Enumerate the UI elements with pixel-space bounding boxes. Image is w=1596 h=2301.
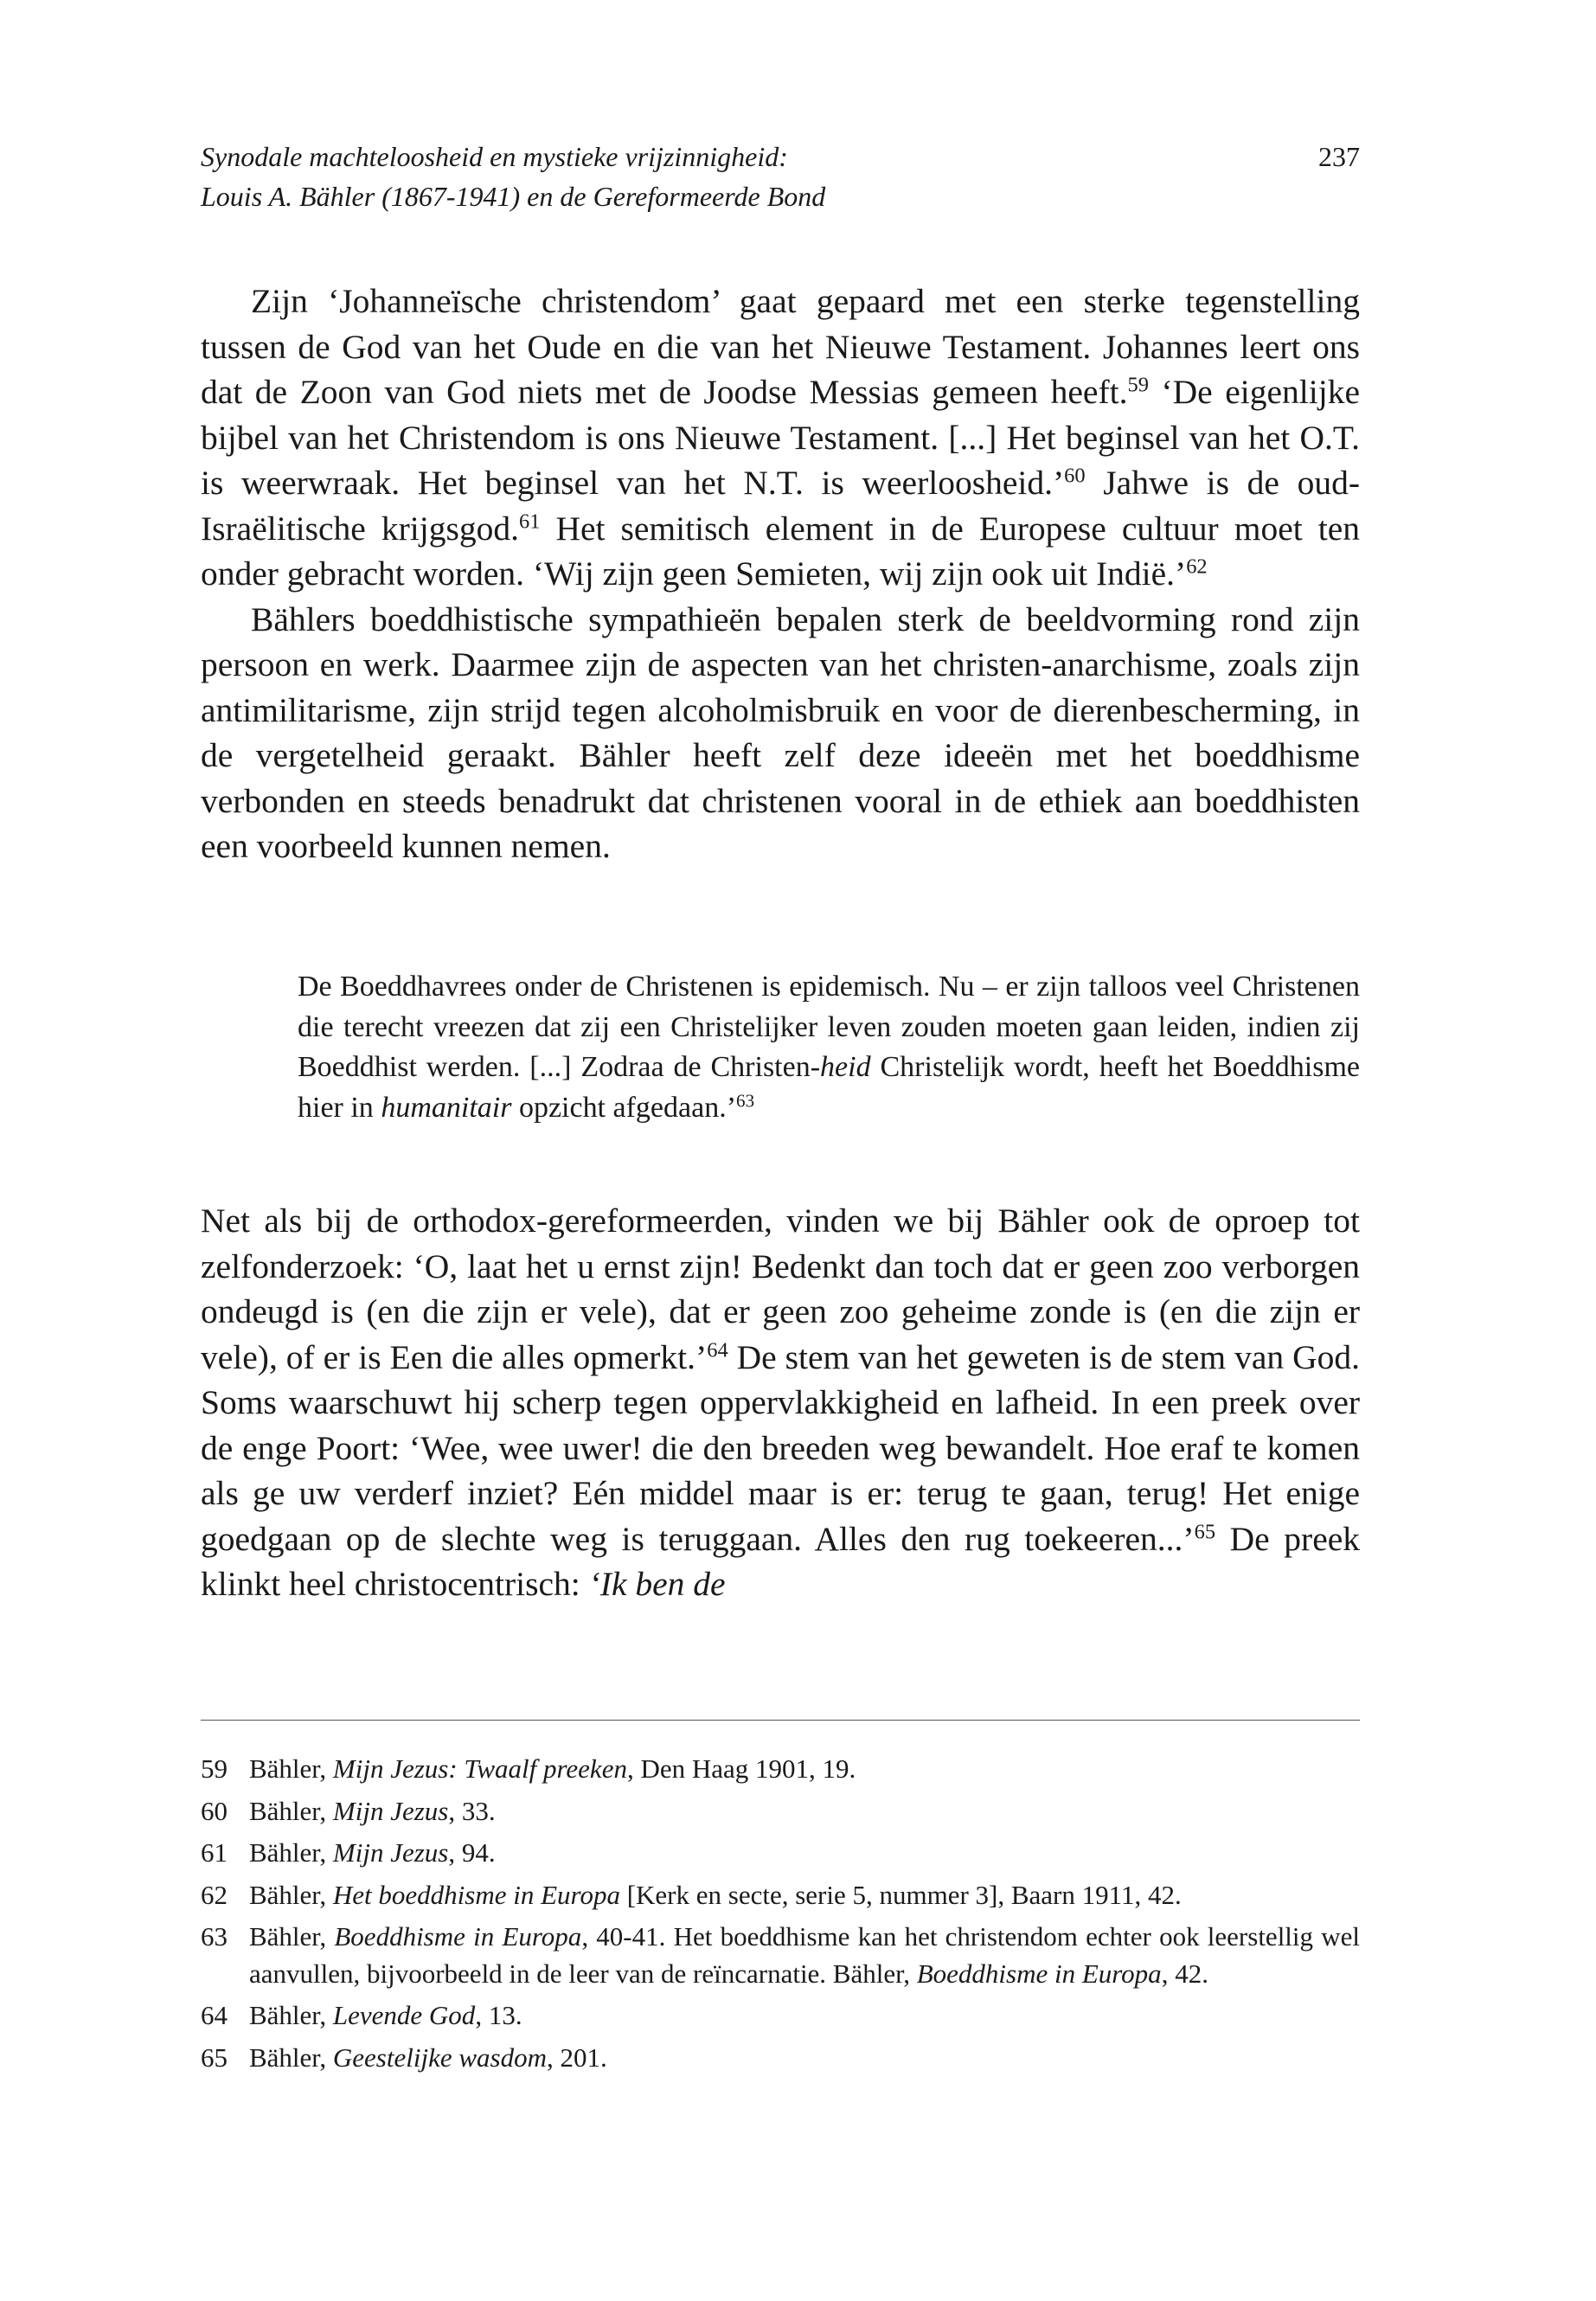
footnote-text bbox=[249, 1793, 1360, 1830]
running-head bbox=[201, 137, 1360, 216]
footnote bbox=[201, 1793, 1360, 1830]
footnote-ref-65: 65 bbox=[1194, 1520, 1216, 1544]
footnote-ref-61: 61 bbox=[518, 510, 541, 534]
italic-run: humanitair bbox=[381, 1091, 512, 1124]
italic-run: Geestelijke wasdom bbox=[332, 2041, 547, 2073]
running-title-line-1: Synodale machteloosheid en mystieke vrijzinnigheid: bbox=[201, 141, 788, 172]
footnote bbox=[201, 1835, 1360, 1872]
quote-text bbox=[298, 967, 1360, 1128]
footnote-ref-60: 60 bbox=[1064, 464, 1086, 488]
italic-run: Het boeddhisme in Europa bbox=[332, 1879, 620, 1910]
italic-run: Levende God bbox=[332, 2000, 476, 2030]
block-quote bbox=[298, 967, 1360, 1128]
text-run: Christelijk wordt, heeft het Boeddhisme hier in bbox=[298, 1051, 1360, 1124]
text-run: , 42. bbox=[1161, 1958, 1208, 1989]
footnote bbox=[201, 1751, 1360, 1788]
text-run: De Boeddhavrees onder de Christenen is epidemisch. Nu – er zijn talloos veel Christenen die terecht vreezen dat zij een Christelijker leven zouden moeten gaan leiden, indien zij Boeddhist werden. [...] Zodraa de Christen- bbox=[298, 971, 1360, 1083]
text-run: Jahwe is de oud-Israëlitische krijgsgod. bbox=[201, 464, 1361, 548]
footnote-text bbox=[249, 1997, 1360, 2035]
italic-run: ‘Ik ben de bbox=[588, 1565, 726, 1603]
text-run: Bähler, bbox=[249, 2000, 333, 2030]
italic-run: Mijn Jezus bbox=[332, 1795, 449, 1826]
text-run: Bähler, bbox=[249, 1837, 333, 1868]
footnote-number: 64 bbox=[201, 2000, 228, 2030]
paragraph bbox=[201, 1198, 1360, 1607]
italic-run: Boeddhisme in Europa bbox=[916, 1958, 1162, 1989]
text-run: De preek klinkt heel christocentrisch: bbox=[201, 1519, 1361, 1603]
footnote-number: 61 bbox=[201, 1837, 228, 1868]
footnote-divider bbox=[201, 1720, 1360, 1721]
footnote-number: 62 bbox=[201, 1879, 228, 1910]
footnote-number: 59 bbox=[201, 1753, 228, 1784]
text-run: Bähler, bbox=[249, 1753, 333, 1784]
text-run: [Kerk en secte, serie 5, nummer 3], Baarn 1911, 42. bbox=[619, 1879, 1182, 1910]
text-run: De stem van het geweten is de stem van God. Soms waarschuwt hij scherp tegen oppervlakkigheid en lafheid. In een preek over de enge Poort: ‘Wee, wee uwer! die den breeden weg bewandelt. Hoe eraf te komen als ge uw verderf inziet? Eén middel maar is er: terug te gaan, terug! Het enige goedgaan op de slechte weg is teruggaan. Alles den rug toekeeren...’ bbox=[201, 1337, 1361, 1558]
italic-run: Mijn Jezus: Twaalf preeken bbox=[332, 1753, 627, 1784]
page-number: 237 bbox=[1318, 141, 1360, 172]
text-run: Bähler, bbox=[249, 1795, 333, 1826]
text-run: Bähler, bbox=[249, 1879, 333, 1910]
text-run: opzicht afgedaan.’ bbox=[511, 1091, 737, 1124]
text-run: , 40-41. Het boeddhisme kan het christendom echter ook leerstellig wel aanvullen, bijvoorbeeld in de leer van de reïncarnatie. Bähler, bbox=[249, 1921, 1361, 1989]
text-run: , 201. bbox=[546, 2041, 607, 2073]
text-run: Het semitisch element in de Europese cultuur moet ten onder gebracht worden. ‘Wij zijn geen Semieten, wij zijn ook uit Indië.’ bbox=[201, 509, 1360, 593]
text-run: ‘De eigenlijke bijbel van het Christendom is ons Nieuwe Testament. [...] Het beginsel van het O.T. is weerwraak. Het beginsel van het N.T. is weerloosheid.’ bbox=[201, 373, 1360, 502]
footnote bbox=[201, 1877, 1360, 1914]
paragraph: Bählers boeddhistische sympathieën bepalen sterk de beeldvorming rond zijn persoon en werk. Daarmee zijn de aspecten van het christen-anarchisme, zoals zijn antimilitarisme, zijn strijd tegen alcoholmisbruik en voor de dierenbescherming, in de vergetelheid geraakt. Bähler heeft zelf deze ideeën met het boeddhisme verbonden en steeds benadrukt dat christenen vooral in de ethiek aan boeddhisten een voorbeeld kunnen nemen. bbox=[201, 599, 1360, 865]
text-run: Bähler, bbox=[249, 2041, 333, 2073]
footnote-text bbox=[249, 2040, 1360, 2077]
running-title-line-2: Louis A. Bähler (1867-1941) en de Gereformeerde Bond bbox=[201, 181, 826, 212]
footnote-number: 60 bbox=[201, 1795, 228, 1826]
footnote bbox=[201, 1997, 1360, 2035]
italic-run: heid bbox=[820, 1051, 871, 1083]
footnote-ref-63: 63 bbox=[736, 1089, 755, 1111]
footnote bbox=[201, 2040, 1360, 2077]
italic-run: Boeddhisme in Europa bbox=[334, 1921, 582, 1952]
text-run: Bähler, bbox=[249, 1921, 335, 1952]
text-run: , 94. bbox=[448, 1837, 496, 1868]
footnotes bbox=[201, 1751, 1360, 2081]
footnote-text bbox=[249, 1919, 1360, 1992]
footnote-text bbox=[249, 1751, 1360, 1788]
body-text-continued bbox=[201, 1198, 1360, 1607]
paragraph bbox=[201, 279, 1360, 597]
footnote-ref-64: 64 bbox=[707, 1338, 728, 1362]
footnote-number: 63 bbox=[201, 1921, 228, 1952]
text-run: , 13. bbox=[475, 2000, 522, 2030]
footnote-text bbox=[249, 1835, 1360, 1872]
italic-run: Mijn Jezus bbox=[332, 1837, 449, 1868]
text-run: Net als bij de orthodox-gereformeerden, vinden we bij Bähler ook de oproep tot zelfonderzoek: ‘O, laat het u ernst zijn! Bedenkt dan toch dat er geen zoo verborgen ondeugd is (en die zijn er vele), dat er geen zoo geheime zonde is (en die zijn er vele), of er is Een die alles opmerkt.’ bbox=[201, 1202, 1360, 1376]
footnote-text bbox=[249, 1877, 1360, 1914]
text-run: Zijn ‘Johanneïsche christendom’ gaat gepaard met een sterke tegenstelling tussen de God van het Oude en die van het Nieuwe Testament. Johannes leert ons dat de Zoon van God niets met de Joodse Messias gemeen heeft. bbox=[201, 282, 1360, 411]
body-text bbox=[201, 279, 1360, 869]
footnote-ref-59: 59 bbox=[1127, 373, 1149, 397]
footnote-ref-62: 62 bbox=[1186, 554, 1208, 579]
footnote-number: 65 bbox=[201, 2041, 228, 2073]
text-run: , 33. bbox=[448, 1795, 496, 1826]
text-run: , Den Haag 1901, 19. bbox=[626, 1753, 856, 1784]
footnote bbox=[201, 1919, 1360, 1992]
